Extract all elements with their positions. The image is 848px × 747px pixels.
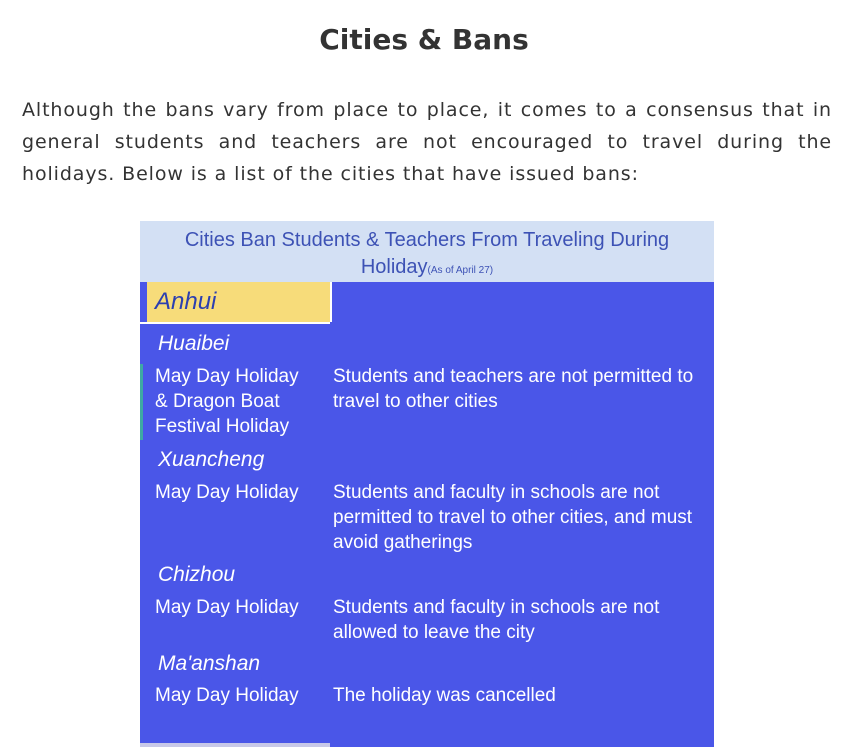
table-bottom-edge — [140, 743, 330, 747]
detail-chizhou: Students and faculty in schools are not allowed to leave the city — [333, 597, 660, 643]
period-huaibei: May Day Holiday & Dragon Boat Festival Holiday — [155, 366, 299, 437]
table-date-note: (As of April 27) — [427, 265, 494, 276]
header-divider-horizontal — [140, 322, 330, 324]
detail-maanshan: The holiday was cancelled — [333, 685, 556, 706]
table-title-line2 — [140, 254, 714, 284]
table-title-holiday: Holiday — [360, 256, 428, 278]
province-label: Anhui — [147, 282, 330, 322]
header-divider-vertical — [330, 282, 332, 322]
period-chizhou: May Day Holiday — [155, 597, 299, 618]
detail-xuancheng: Students and faculty in schools are not permitted to travel to other cities, and must avoid gatherings — [333, 482, 693, 553]
table-title-line1: Cities Ban Students & Teachers From Traveling During — [184, 229, 670, 251]
period-xuancheng: May Day Holiday — [155, 482, 299, 503]
detail-huaibei: Students and teachers are not permitted to travel to other cities — [333, 366, 694, 412]
city-bans-table — [140, 221, 714, 747]
table-header — [140, 221, 714, 282]
city-name-chizhou: Chizhou — [158, 563, 236, 586]
city-name-huaibei: Huaibei — [158, 332, 230, 355]
period-maanshan: May Day Holiday — [155, 685, 299, 706]
article-title: Cities & Bans — [319, 23, 529, 56]
row-edge-marker — [140, 364, 143, 440]
intro-paragraph: Although the bans vary from place to place, it comes to a consensus that in general students and teachers are not encouraged to travel during the holidays. Below is a list of the cities that have issued bans: — [22, 99, 832, 185]
city-name-xuancheng: Xuancheng — [158, 448, 265, 471]
city-name-maanshan: Ma'anshan — [158, 652, 261, 675]
